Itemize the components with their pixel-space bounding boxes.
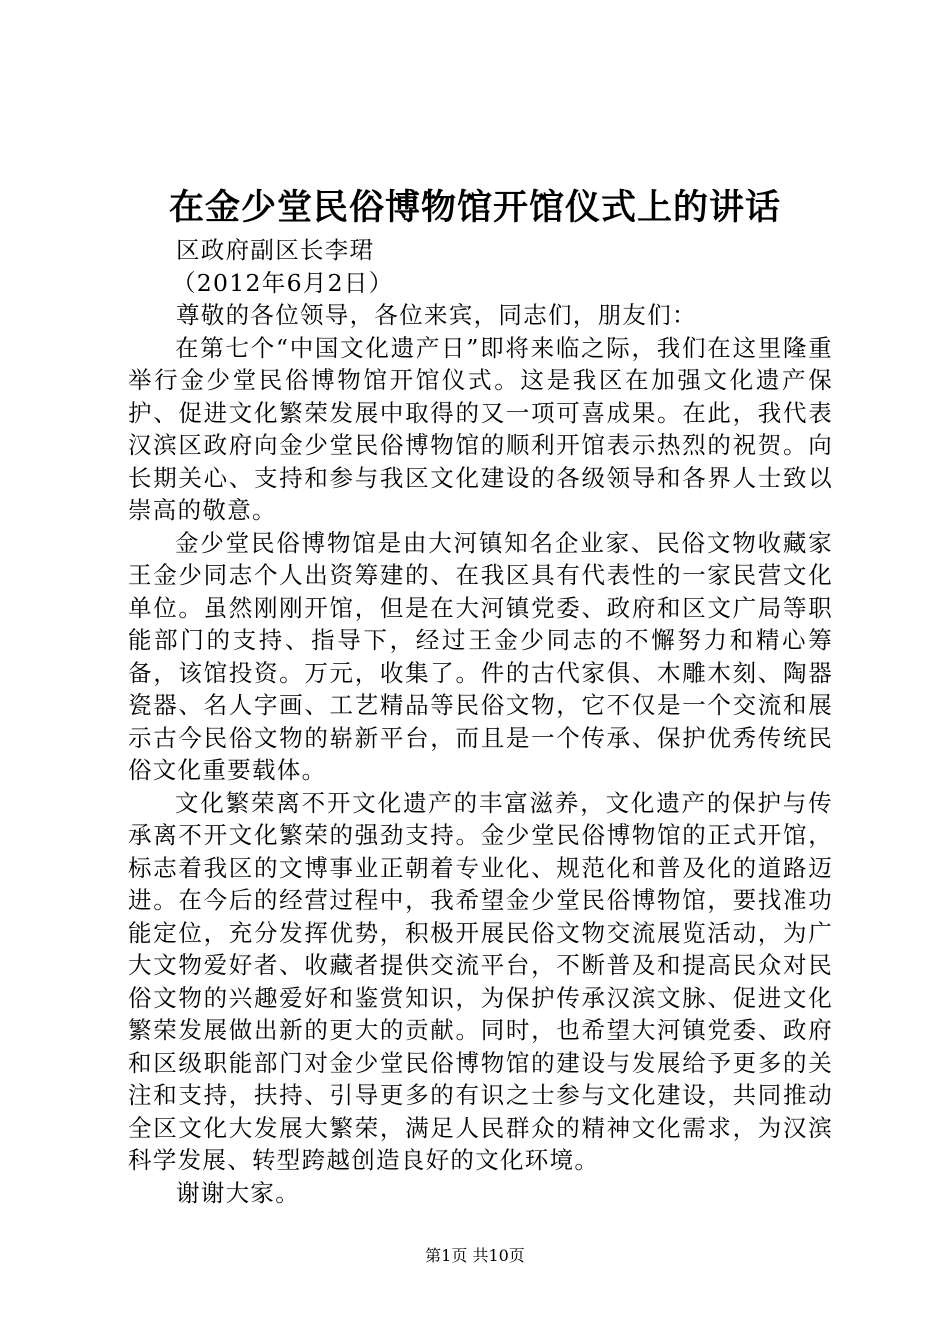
paragraph: 金少堂民俗博物馆是由大河镇知名企业家、民俗文物收藏家王金少同志个人出资筹建的、在我区具有代表性的一家民营文化单位。虽然刚刚开馆，但是在大河镇党委、政府和区文广局等职能部门的支持、指导下，经过王金少同志的不懈努力和精心筹备，该馆投资。万元，收集了。件的古代家俱、木雕木刻、陶器瓷器、名人字画、工艺精品等民俗文物，它不仅是一个交流和展示古今民俗文物的崭新平台，而且是一个传承、保护优秀传统民俗文化重要载体。 [128,528,833,784]
salutation: 尊敬的各位领导，各位来宾，同志们，朋友们： [176,301,697,329]
date-line: （2012年6月2日） [172,268,394,297]
paragraph: 文化繁荣离不开文化遗产的丰富滋养，文化遗产的保护与传承离不开文化繁荣的强劲支持。金少堂民俗博物馆的正式开馆，标志着我区的文博事业正朝着专业化、规范化和普及化的道路迈进。在今后的经营过程中，我希望金少堂民俗博物馆，要找准功能定位，充分发挥优势，积极开展民俗文物交流展览活动，为广大文物爱好者、收藏者提供交流平台，不断普及和提高民众对民俗文物的兴趣爱好和鉴赏知识，为保护传承汉滨文脉、促进文化繁荣发展做出新的更大的贡献。同时，也希望大河镇党委、政府和区级职能部门对金少堂民俗博物馆的建设与发展给予更多的关注和支持，扶持、引导更多的有识之士参与文化建设，共同推动全区文化大发展大繁荣，满足人民群众的精神文化需求，为汉滨科学发展、转型跨越创造良好的文化环境。 [128,788,833,1174]
document-title: 在金少堂民俗博物馆开馆仪式上的讲话 [168,187,781,228]
closing-line: 谢谢大家。 [176,1178,300,1207]
author-line: 区政府副区长李珺 [176,236,375,264]
document-body [128,234,833,1209]
page-footer: 第1页 共10页 [425,1246,525,1265]
paragraph: 在第七个“中国文化遗产日”即将来临之际，我们在这里隆重举行金少堂民俗博物馆开馆仪式。这是我区在加强文化遗产保护、促进文化繁荣发展中取得的又一项可喜成果。在此，我代表汉滨区政府向金少堂民俗博物馆的顺利开馆表示热烈的祝贺。向长期关心、支持和参与我区文化建设的各级领导和各界人士致以崇高的敬意。 [128,333,833,524]
